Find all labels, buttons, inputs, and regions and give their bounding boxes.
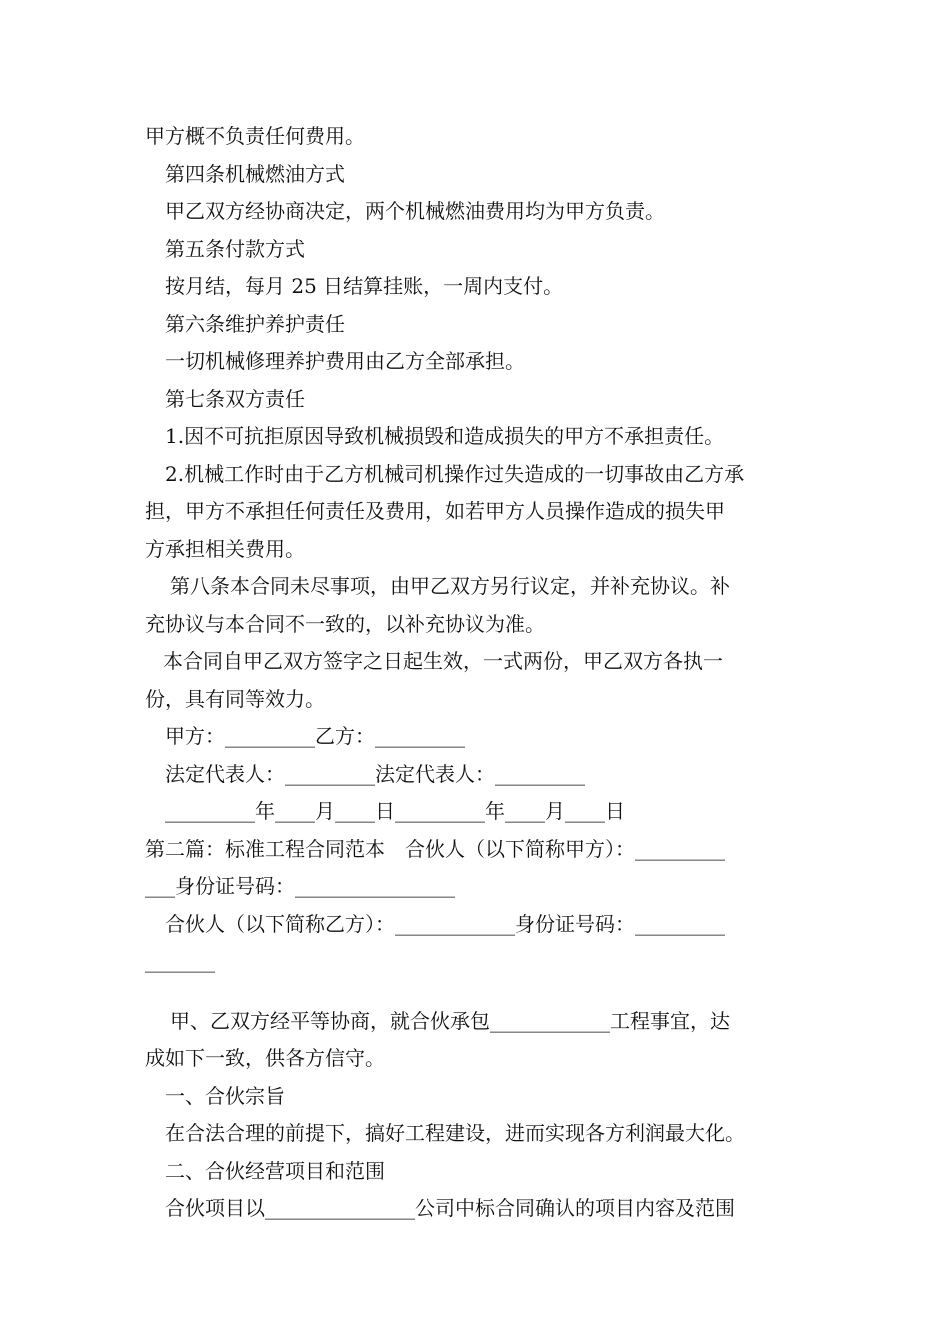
paragraph-line: 甲乙双方经协商决定，两个机械燃油费用均为甲方负责。: [165, 199, 665, 223]
paragraph-line: _______: [145, 949, 215, 973]
signature-representative-line: 法定代表人：_________法定代表人：_________: [165, 761, 585, 786]
list-item: 1.因不可抗拒原因导致机械损毁和造成损失的甲方不承担责任。: [165, 424, 725, 448]
article-heading: 第五条付款方式: [165, 236, 305, 261]
paragraph-line: 方承担相关费用。: [145, 536, 305, 561]
article-heading: 第四条机械燃油方式: [165, 161, 345, 186]
paragraph-line: 担，甲方不承担任何责任及费用，如若甲方人员操作造成的损失甲: [145, 499, 725, 523]
paragraph-line: 份，具有同等效力。: [145, 686, 325, 711]
signature-date-line: _________年____月____日_________年____月____日: [165, 799, 625, 823]
paragraph-line: 成如下一致，供各方信守。: [145, 1046, 385, 1070]
section-heading: 第二篇：标准工程合同范本 合伙人（以下简称甲方）：_________: [145, 836, 725, 861]
clause-heading: 一、合伙宗旨: [165, 1083, 285, 1108]
spacer: [145, 981, 810, 1003]
paragraph-line: 甲方概不负责任何费用。: [145, 124, 365, 148]
signature-party-line: 甲方：_________乙方：_________: [165, 724, 465, 748]
article-heading: 第六条维护养护责任: [165, 311, 345, 336]
article-heading: 第七条双方责任: [165, 386, 305, 411]
clause-heading: 二、合伙经营项目和范围: [165, 1158, 385, 1183]
paragraph-line: 本合同自甲乙双方签字之日起生效，一式两份，甲乙双方各执一: [163, 649, 723, 673]
list-item: 2.机械工作时由于乙方机械司机操作过失造成的一切事故由乙方承: [165, 461, 745, 486]
paragraph-line: 一切机械修理养护费用由乙方全部承担。: [165, 349, 525, 373]
paragraph-line: 合伙项目以_______________公司中标合同确认的项目内容及范围: [165, 1196, 735, 1220]
paragraph-line: ___身份证号码：________________: [145, 874, 455, 898]
paragraph-line: 充协议与本合同不一致的，以补充协议为准。: [145, 611, 545, 636]
paragraph-line: 在合法合理的前提下，搞好工程建设，进而实现各方利润最大化。: [165, 1121, 745, 1145]
paragraph-line: 按月结，每月 25 日结算挂账，一周内支付。: [165, 274, 564, 298]
paragraph-line: 第八条本合同未尽事项，由甲乙双方另行议定，并补充协议。补: [170, 574, 730, 598]
paragraph-line: 甲、乙双方经平等协商，就合伙承包____________工程事宜，达: [170, 1008, 730, 1033]
document-page: [145, 118, 810, 1228]
paragraph-line: 合伙人（以下简称乙方）：____________身份证号码：_________: [165, 911, 725, 936]
